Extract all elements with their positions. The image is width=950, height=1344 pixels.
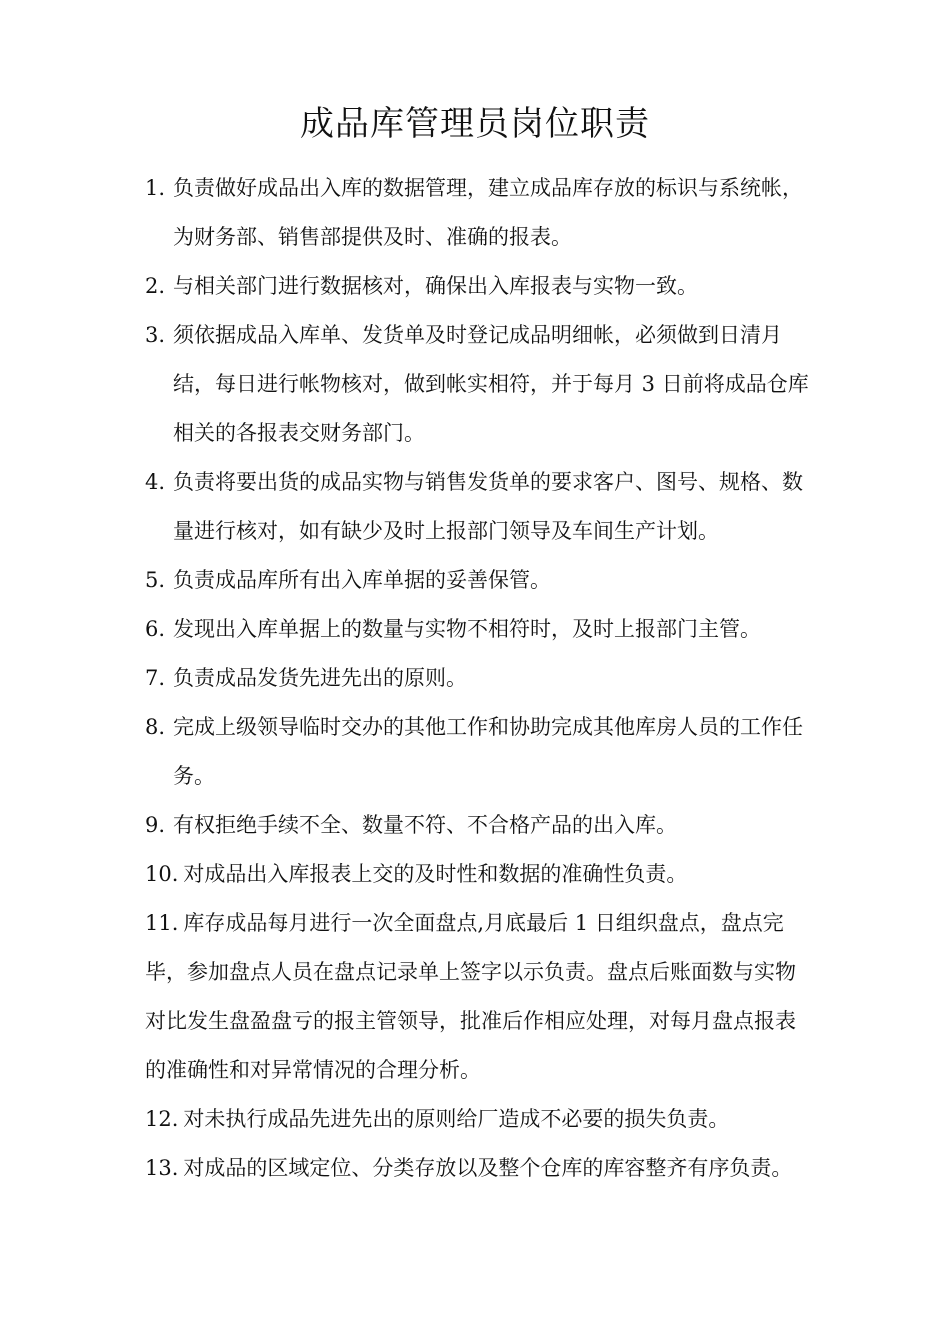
item-text: 有权拒绝手续不全、数量不符、不合格产品的出入库。 — [173, 813, 677, 837]
list-item — [145, 1144, 815, 1193]
item-number: 4. — [145, 470, 166, 494]
duty-list — [145, 164, 815, 1193]
list-item — [145, 262, 815, 311]
item-number: 13. — [145, 1156, 179, 1180]
item-text: 与相关部门进行数据核对，确保出入库报表与实物一致。 — [173, 274, 698, 298]
list-item — [145, 850, 815, 899]
list-item — [145, 458, 815, 556]
item-number: 1. — [145, 176, 166, 200]
item-text: 对成品的区域定位、分类存放以及整个仓库的库容整齐有序负责。 — [183, 1156, 793, 1180]
item-number: 3. — [145, 323, 166, 347]
item-text: 负责将要出货的成品实物与销售发货单的要求客户、图号、规格、数量进行核对，如有缺少及时上报部门领导及车间生产计划。 — [173, 470, 803, 543]
item-number: 6. — [145, 617, 166, 641]
item-text: 库存成品每月进行一次全面盘点,月底最后 1 日组织盘点，盘点完毕，参加盘点人员在盘点记录单上签字以示负责。盘点后账面数与实物对比发生盘盈盘亏的报主管领导，批准后作相应处理，对每月盘点报表的准确性和对异常情况的合理分析。 — [145, 911, 796, 1082]
list-item — [145, 605, 815, 654]
item-number: 7. — [145, 666, 166, 690]
list-item — [145, 311, 815, 458]
item-text: 负责做好成品出入库的数据管理，建立成品库存放的标识与系统帐，为财务部、销售部提供及时、准确的报表。 — [173, 176, 803, 249]
list-item — [145, 801, 815, 850]
page-title: 成品库管理员岗位职责 — [300, 104, 650, 144]
item-text: 负责成品发货先进先出的原则。 — [173, 666, 467, 690]
item-text: 须依据成品入库单、发货单及时登记成品明细帐，必须做到日清月结，每日进行帐物核对，做到帐实相符，并于每月 3 日前将成品仓库相关的各报表交财务部门。 — [173, 323, 809, 445]
item-number: 5. — [145, 568, 166, 592]
list-item — [145, 703, 815, 801]
item-text: 完成上级领导临时交办的其他工作和协助完成其他库房人员的工作任务。 — [173, 715, 803, 788]
item-number: 2. — [145, 274, 166, 298]
item-text: 对未执行成品先进先出的原则给厂造成不必要的损失负责。 — [183, 1107, 730, 1131]
list-item — [145, 164, 815, 262]
item-number: 12. — [145, 1107, 179, 1131]
item-text: 发现出入库单据上的数量与实物不相符时，及时上报部门主管。 — [173, 617, 761, 641]
item-text: 负责成品库所有出入库单据的妥善保管。 — [173, 568, 551, 592]
list-item — [145, 556, 815, 605]
item-number: 8. — [145, 715, 166, 739]
item-text: 对成品出入库报表上交的及时性和数据的准确性负责。 — [183, 862, 688, 886]
list-item — [145, 654, 815, 703]
item-number: 9. — [145, 813, 166, 837]
item-number: 11. — [145, 911, 179, 935]
item-number: 10. — [145, 862, 179, 886]
list-item — [145, 899, 815, 1095]
list-item — [145, 1095, 815, 1144]
